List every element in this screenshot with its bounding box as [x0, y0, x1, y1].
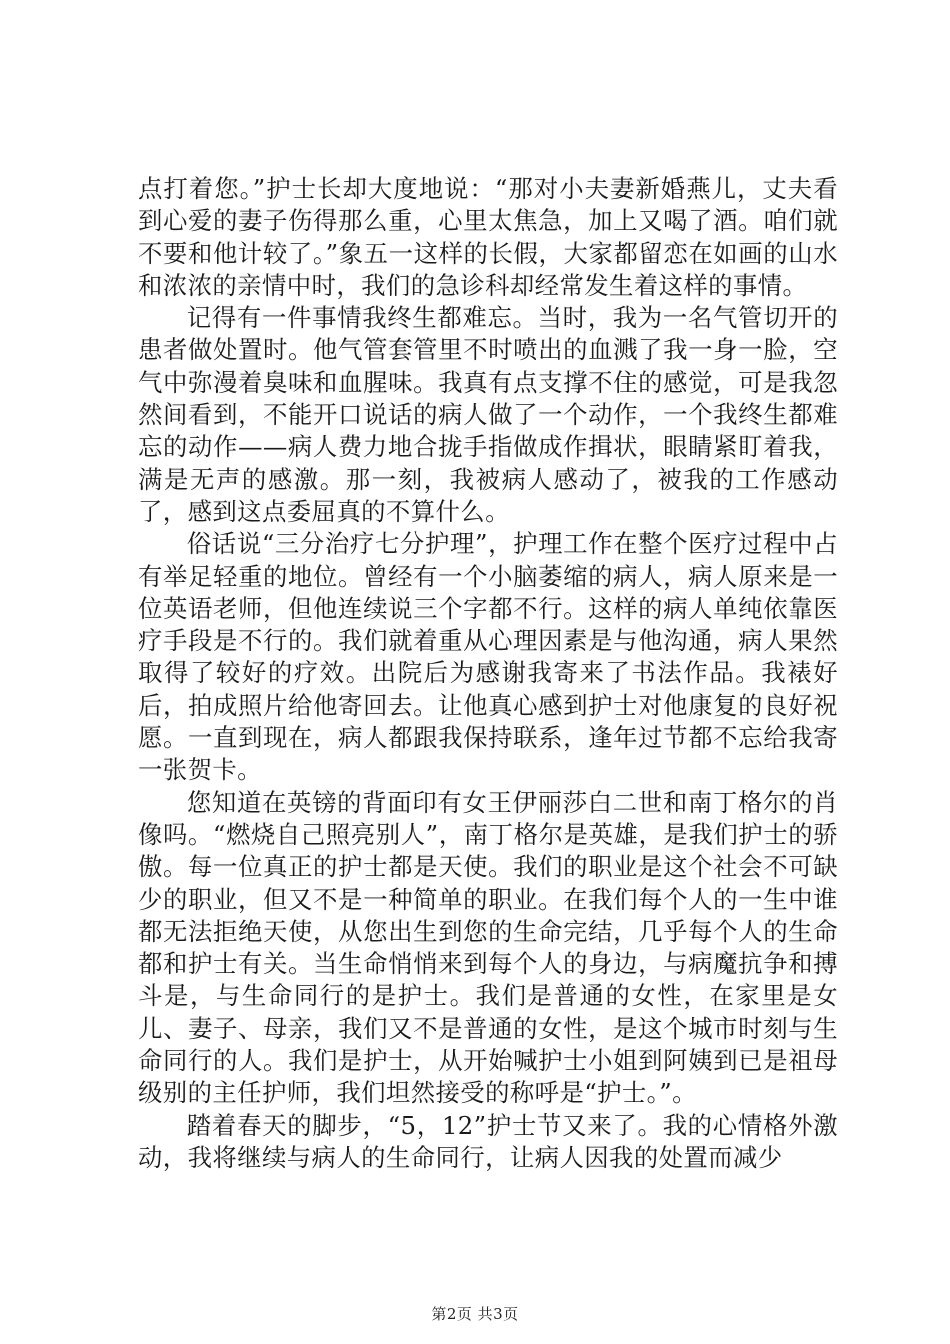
document-body — [138, 173, 838, 1174]
paragraph-2: 记得有一件事情我终生都难忘。当时，我为一名气管切开的患者做处置时。他气管套管里不时喷出的血溅了我一身一脸，空气中弥漫着臭味和血腥味。我真有点支撑不住的感觉，可是我忽然间看到，不能开口说话的病人做了一个动作，一个我终生都难忘的动作——病人费力地合拢手指做成作揖状，眼睛紧盯着我，满是无声的感激。那一刻，我被病人感动了，被我的工作感动了，感到这点委屈真的不算什么。 — [138, 303, 838, 526]
paragraph-3: 俗话说“三分治疗七分护理”，护理工作在整个医疗过程中占有举足轻重的地位。曾经有一个小脑萎缩的病人，病人原来是一位英语老师，但他连续说三个字都不行。这样的病人单纯依靠医疗手段是不行的。我们就着重从心理因素是与他沟通，病人果然取得了较好的疗效。出院后为感谢我寄来了书法作品。我裱好后，拍成照片给他寄回去。让他真心感到护士对他康复的良好祝愿。一直到现在，病人都跟我保持联系，逢年过节都不忘给我寄一张贺卡。 — [138, 529, 838, 785]
paragraph-1: 点打着您。”护士长却大度地说：“那对小夫妻新婚燕儿，丈夫看到心爱的妻子伤得那么重，心里太焦急，加上又喝了酒。咱们就不要和他计较了。”象五一这样的长假，大家都留恋在如画的山水和浓浓的亲情中时，我们的急诊科却经常发生着这样的事情。 — [138, 174, 838, 300]
paragraph-5: 踏着春天的脚步，“5，12”护士节又来了。我的心情格外激动，我将继续与病人的生命同行，让病人因我的处置而减少 — [138, 1110, 838, 1172]
paragraph-4: 您知道在英镑的背面印有女王伊丽莎白二世和南丁格尔的肖像吗。“燃烧自己照亮别人”，南丁格尔是英雄，是我们护士的骄傲。每一位真正的护士都是天使。我们的职业是这个社会不可缺少的职业，但又不是一种简单的职业。在我们每个人的一生中谁都无法拒绝天使，从您出生到您的生命完结，几乎每个人的生命都和护士有关。当生命悄悄来到每个人的身边，与病魔抗争和搏斗是，与生命同行的是护士。我们是普通的女性，在家里是女儿、妻子、母亲，我们又不是普通的女性，是这个城市时刻与生命同行的人。我们是护士，从开始喊护士小姐到阿姨到已是祖母级别的主任护师，我们坦然接受的称呼是“护士。”。 — [138, 787, 838, 1108]
page-number-footer: 第2页 共3页 — [431, 1305, 519, 1323]
